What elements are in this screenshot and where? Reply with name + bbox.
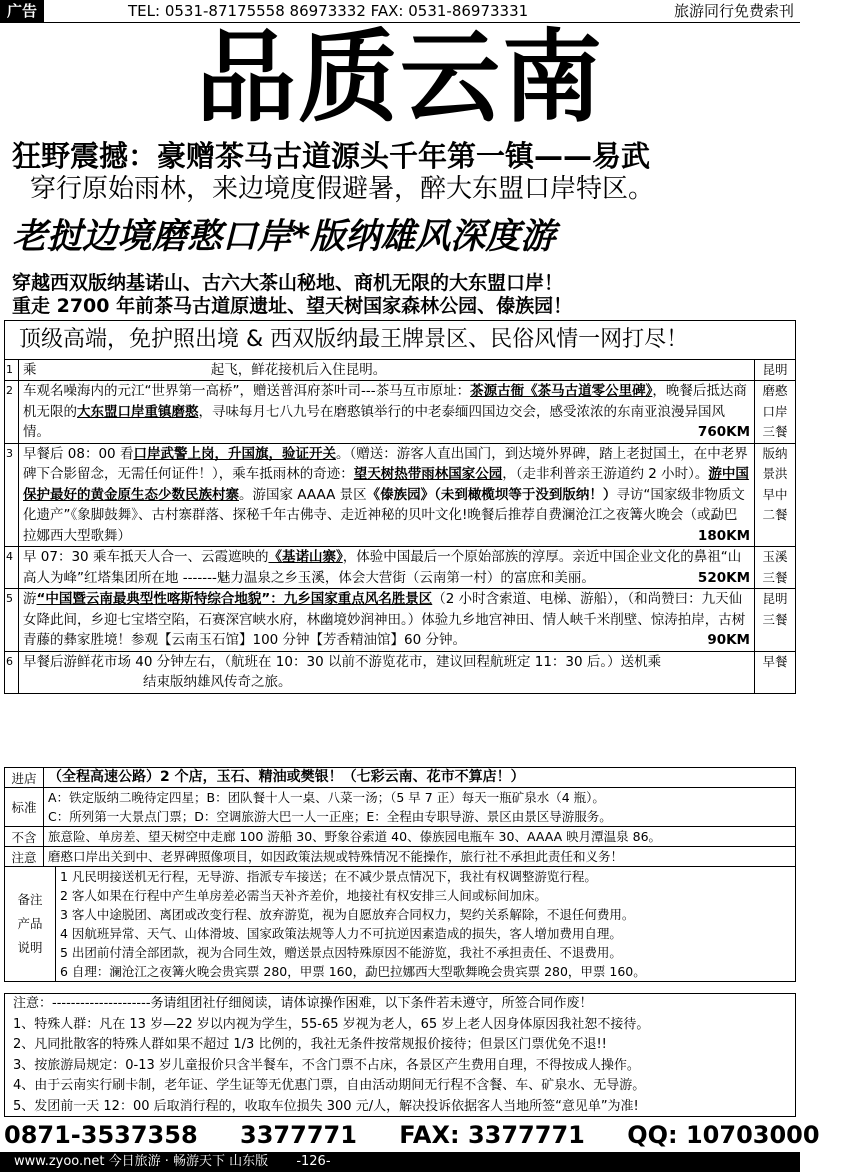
notes-box <box>4 993 796 1117</box>
info-row-remarks <box>5 867 795 981</box>
itinerary-table <box>4 320 796 694</box>
info-text: 1 凡民明接送机无行程，无导游、指派专车接送；在不减少景点情况下，我社有权调整游览行程。 2 客人如果在行程中产生单房差必需当天补齐差价，地接社有权安排三人间或标间加床。 3 客人中途脱团、离团或改变行程、放弃游览，视为自愿放弃合同权力，契约关系解除，不退任何费用。 4 因航班异常、天气、山体滑坡、国家政策法规等人力不可抗逆因素造成的损失，客人增加费用自理。 5 出团前付清全部团款，视为合同生效，赠送景点因特殊原因不能游览，我社不承担责任、不退费用。 6 自理：澜沧江之夜篝火晚会贵宾票 280，甲票 160，勐巴拉娜西大型歌舞晚会贵宾票 280，甲票 160。 <box>60 869 646 979</box>
day-row-3 <box>5 444 795 548</box>
day-row-2 <box>5 381 795 444</box>
info-row-attention <box>5 847 795 867</box>
day-meals: 昆明 <box>762 362 788 377</box>
day-meals: 早餐 <box>762 653 788 669</box>
info-text: A：铁定版纳二晚待定四星；B：团队餐十人一桌、八菜一汤；（5 早 7 正）每天一瓶矿泉水（4 瓶）。 C：所列第一大景点门票；D：空调旅游大巴一人一正座；E：全程由专职导游、景区由景区导游服务。 <box>48 790 612 824</box>
day-number: 2 <box>5 381 19 443</box>
footer-site: www.zyoo.net 今日旅游 · 畅游天下 山东版 <box>14 1154 269 1169</box>
page-title: 品质云南 <box>196 19 604 136</box>
day-number: 1 <box>5 360 19 380</box>
day-number: 6 <box>5 652 19 693</box>
day-text: 乘 起飞，鲜花接机后入住昆明。 <box>19 360 755 380</box>
headline-4: 穿越西双版纳基诺山、古六大茶山秘地、商机无限的大东盟口岸！ <box>12 272 564 294</box>
day-text: 车观名噪海内的元江“世界第一高桥”，赠送普洱府茶叶司---茶马互市原址：茶源古衙《茶马古道零公里碑》，晚餐后抵达商机无限的大东盟口岸重镇磨憨，寻味每月七八九号在磨憨镇举行的中老泰缅四国边交会，感受浓浓的东南亚浪漫异国风情。 760KM <box>19 381 755 443</box>
note-line: 3、按旅游局规定：0-13 岁儿童报价只含半餐车，不含门票不占床，各景区产生费用自理，不得按成人操作。 <box>13 1057 640 1073</box>
info-label: 备注 产品 说明 <box>5 867 56 981</box>
note-line: 1、特殊人群：凡在 13 岁—22 岁以内视为学生，55-65 岁视为老人，65 岁上老人因身体原因我社恕不接待。 <box>13 1016 650 1032</box>
day-text: 游“中国暨云南最典型性喀斯特综合地貌”：九乡国家重点风名胜景区（2 小时含索道、电梯、游船），（和尚赞曰：九天仙女降此间，乡迎七宝塔空陷，石赛深宫峡水府，林幽境妙润神田。）体验九乡地宫神田、情人峡千米削壁、惊涛拍岸，古树青藤的彝家胜境！参观【云南玉石馆】100 分钟【芳香精油馆】60 分钟。 90KM <box>19 589 755 651</box>
day-meals: 版纳 景洪 早中 二餐 <box>762 445 788 522</box>
distance-label: 760KM <box>697 424 750 440</box>
footer-bar <box>0 1152 800 1172</box>
phone-number-2: 3377771 <box>240 1121 357 1149</box>
contact-bar <box>4 1119 820 1151</box>
day-number: 4 <box>5 547 19 588</box>
day-meals: 玉溪 三餐 <box>762 549 788 585</box>
day-meals: 磨憨 口岸 三餐 <box>762 383 788 439</box>
day-meals: 昆明 三餐 <box>762 591 788 627</box>
info-row-exclusions <box>5 827 795 847</box>
headline-5: 重走 2700 年前茶马古道原遗址、望天树国家森林公园、傣族园！ <box>12 295 573 317</box>
info-label: 不含 <box>5 827 44 846</box>
distance-label: 520KM <box>697 569 750 586</box>
day-number: 5 <box>5 589 19 651</box>
info-text: （全程高速公路）2 个店，玉石、精油或樊银！（七彩云南、花市不算店！） <box>48 769 525 785</box>
info-table <box>4 767 796 982</box>
day-text: 早 07：30 乘车抵天人合一、云霞遮映的《基诺山寨》，体验中国最后一个原始部族的淳厚。亲近中国企业文化的鼻祖“山高人为峰”红塔集团所在地 -------魅力温泉之乡玉溪，体会大营街（云南第一村）的富庶和美丽。 520KM <box>19 547 755 588</box>
day-row-1 <box>5 360 795 381</box>
note-line: 注意：---------------------务请组团社仔细阅读，请体谅操作困难，以下条件若未遵守，所签合同作废！ <box>13 996 593 1011</box>
distance-label: 90KM <box>707 632 750 648</box>
publication-label: 旅游同行免费索刊 <box>673 2 794 20</box>
header-contact: TEL: 0531-87175558 86973332 FAX: 0531-86973331 <box>128 2 529 20</box>
info-label: 进店 <box>5 768 44 787</box>
info-row-standard <box>5 788 795 827</box>
day-row-6 <box>5 652 795 693</box>
qq-number: QQ: 10703000 <box>627 1121 820 1149</box>
day-row-4 <box>5 547 795 589</box>
headline-2: 穿行原始雨林，来边境度假避暑，醉大东盟口岸特区。 <box>30 174 655 204</box>
info-text: 旅意险、单房差、望天树空中走廊 100 游船 30、野象谷索道 40、傣族园电瓶车 30、AAAA 映月潭温泉 86。 <box>48 829 662 844</box>
fax-number: FAX: 3377771 <box>399 1121 585 1149</box>
distance-label: 180KM <box>697 527 750 544</box>
headline-3: 老挝边境磨憨口岸*版纳雄风深度游 <box>12 217 556 257</box>
day-row-5 <box>5 589 795 652</box>
info-row-shops <box>5 768 795 788</box>
day-number: 3 <box>5 444 19 547</box>
note-line: 4、由于云南实行刷卡制，老年证、学生证等无优惠门票，自由活动期间无行程不含餐、车、矿泉水、无导游。 <box>13 1078 646 1093</box>
day-text: 早餐后 08：00 看口岸武警上岗，升国旗，验证开关。（赠送：游客人直出国门，到达境外界碑，踏上老挝国土，在中老界碑下合影留念，无需任何证件！），乘车抵雨林的奇迹：望天树热带雨林国家公园，（走非利普亲王游道约 2 小时）。游中国保护最好的黄金原生态少数民族村寨。游国家 AAAA 景区《傣族园》（未到橄榄坝等于没到版纳！）寻访“国家级非物质文化遗产”《象脚鼓舞》、古村寨群落、探秘千年古佛寺、走近神秘的贝叶文化!晚餐后推荐自费澜沧江之夜篝火晚会（或勐巴拉娜西大型歌舞） 180KM <box>19 444 755 547</box>
ad-tag: 广告 <box>0 0 44 22</box>
headline-1: 狂野震撼：豪赠茶马古道源头千年第一镇——易武 <box>12 139 651 173</box>
itinerary-highlight: 顶级高端，免护照出境 & 西双版纳最王牌景区、民俗风情一网打尽！ <box>5 321 795 360</box>
page-number: -126- <box>296 1154 331 1169</box>
note-line: 5、发团前一天 12：00 后取消行程的，收取车位损失 300 元/人，解决投诉依据客人当地所签“意见单”为准! <box>13 1098 639 1114</box>
day-text: 早餐后游鲜花市场 40 分钟左右，（航班在 10：30 以前不游览花市，建议回程航班定 11：30 后。）送机乘结束版纳雄风传奇之旅。 <box>19 652 755 693</box>
info-text: 磨憨口岸出关到中、老界碑照像项目，如因政策法规或特殊情况不能操作，旅行社不承担此责任和义务！ <box>48 849 624 864</box>
info-label: 标准 <box>5 788 44 826</box>
info-label: 注意 <box>5 847 44 866</box>
phone-number: 0871-3537358 <box>4 1121 198 1149</box>
note-line: 2、凡同批散客的特殊人群如果不超过 1/3 比例的，我社无条件按常规报价接待；但景区门票优免不退!! <box>13 1037 607 1052</box>
